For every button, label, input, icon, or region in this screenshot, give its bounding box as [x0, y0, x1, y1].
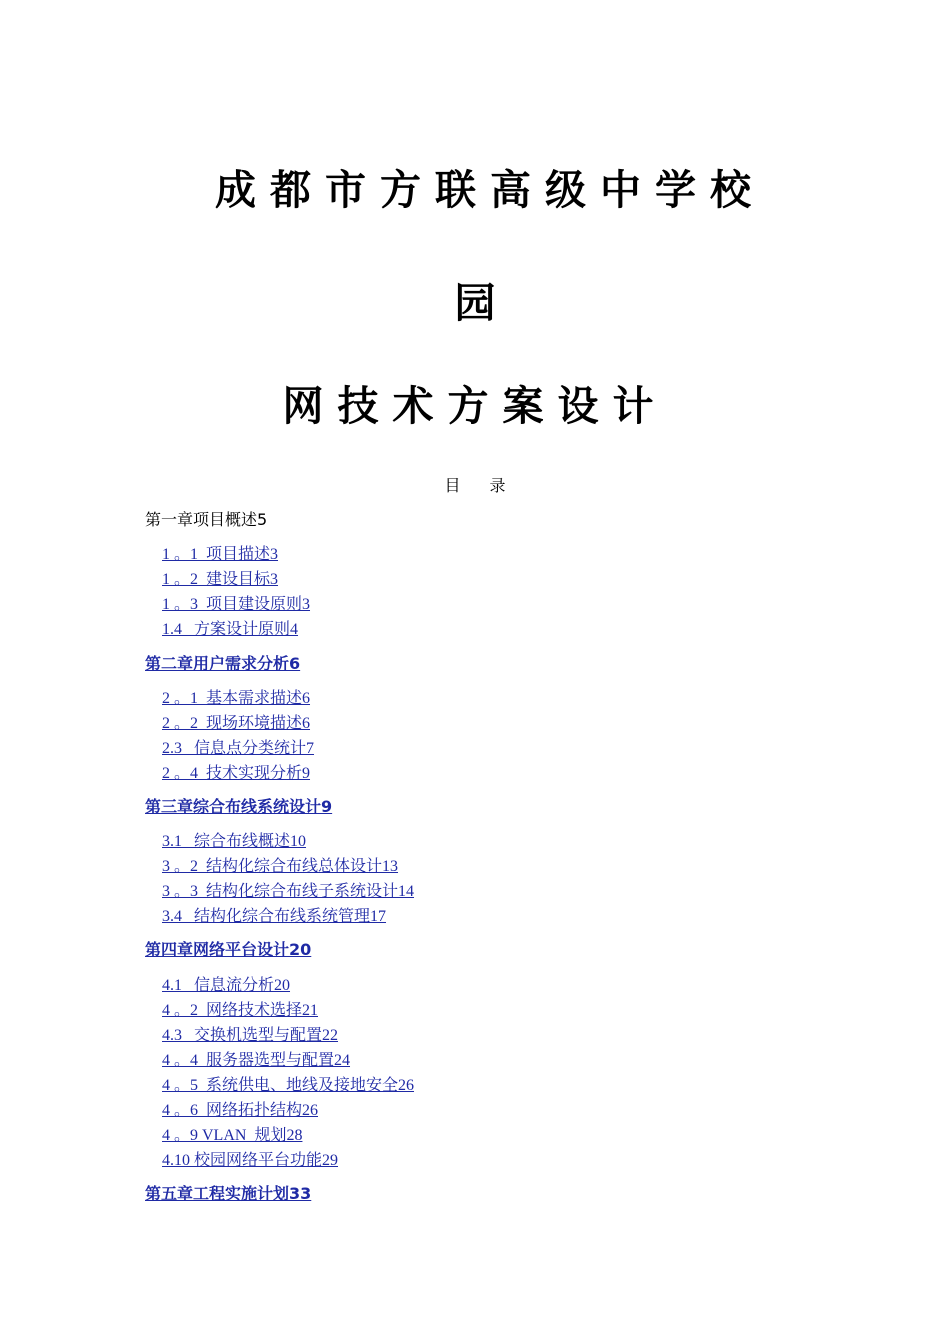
toc-entry-4-1[interactable]: 4.1 信息流分析20 — [162, 977, 291, 994]
toc-entry-3-4[interactable]: 3.4 结构化综合布线系统管理17 — [162, 908, 387, 925]
toc-chapter-3[interactable]: 第三章综合布线系统设计9 — [145, 797, 333, 816]
toc-entry-1-1[interactable]: 1 。1 项目描述3 — [162, 546, 279, 563]
document-title-line-2: 园 — [454, 279, 496, 327]
toc-entry-4-2[interactable]: 4 。2 网络技术选择21 — [162, 1002, 319, 1019]
toc-entry-2-1[interactable]: 2 。1 基本需求描述6 — [162, 690, 311, 707]
toc-entry-4-3[interactable]: 4.3 交换机选型与配置22 — [162, 1027, 339, 1044]
toc-heading-char-2: 录 — [489, 476, 506, 495]
toc-chapter-1[interactable]: 第一章项目概述5 — [145, 510, 268, 529]
toc-heading — [0, 473, 950, 496]
toc-entry-4-4[interactable]: 4 。4 服务器选型与配置24 — [162, 1052, 351, 1069]
toc-entry-2-3[interactable]: 2.3 信息点分类统计7 — [162, 740, 315, 757]
toc-entry-3-3[interactable]: 3 。3 结构化综合布线子系统设计14 — [162, 883, 415, 900]
toc-entry-1-2[interactable]: 1 。2 建设目标3 — [162, 571, 279, 588]
document-title-line-1: 成都市方联高级中学校 — [215, 166, 765, 214]
toc-chapter-2[interactable]: 第二章用户需求分析6 — [145, 654, 301, 673]
toc-entry-1-4[interactable]: 1.4 方案设计原则4 — [162, 621, 299, 638]
toc-chapter-5[interactable]: 第五章工程实施计划33 — [145, 1184, 312, 1203]
toc-entry-3-2[interactable]: 3 。2 结构化综合布线总体设计13 — [162, 858, 399, 875]
toc-entry-2-4[interactable]: 2 。4 技术实现分析9 — [162, 765, 311, 782]
toc-chapter-4[interactable]: 第四章网络平台设计20 — [145, 940, 312, 959]
toc-entry-4-5[interactable]: 4 。5 系统供电、地线及接地安全26 — [162, 1077, 415, 1094]
toc-entry-4-9[interactable]: 4 。9 VLAN 规划28 — [162, 1127, 303, 1144]
toc-entry-3-1[interactable]: 3.1 综合布线概述10 — [162, 833, 307, 850]
document-title-line-3: 网技术方案设计 — [282, 382, 668, 430]
toc-entry-1-3[interactable]: 1 。3 项目建设原则3 — [162, 596, 311, 613]
toc-entry-4-10[interactable]: 4.10 校园网络平台功能29 — [162, 1152, 339, 1169]
toc-heading-char-1: 目 — [444, 476, 461, 495]
toc-entry-4-6[interactable]: 4 。6 网络拓扑结构26 — [162, 1102, 319, 1119]
toc-entry-2-2[interactable]: 2 。2 现场环境描述6 — [162, 715, 311, 732]
